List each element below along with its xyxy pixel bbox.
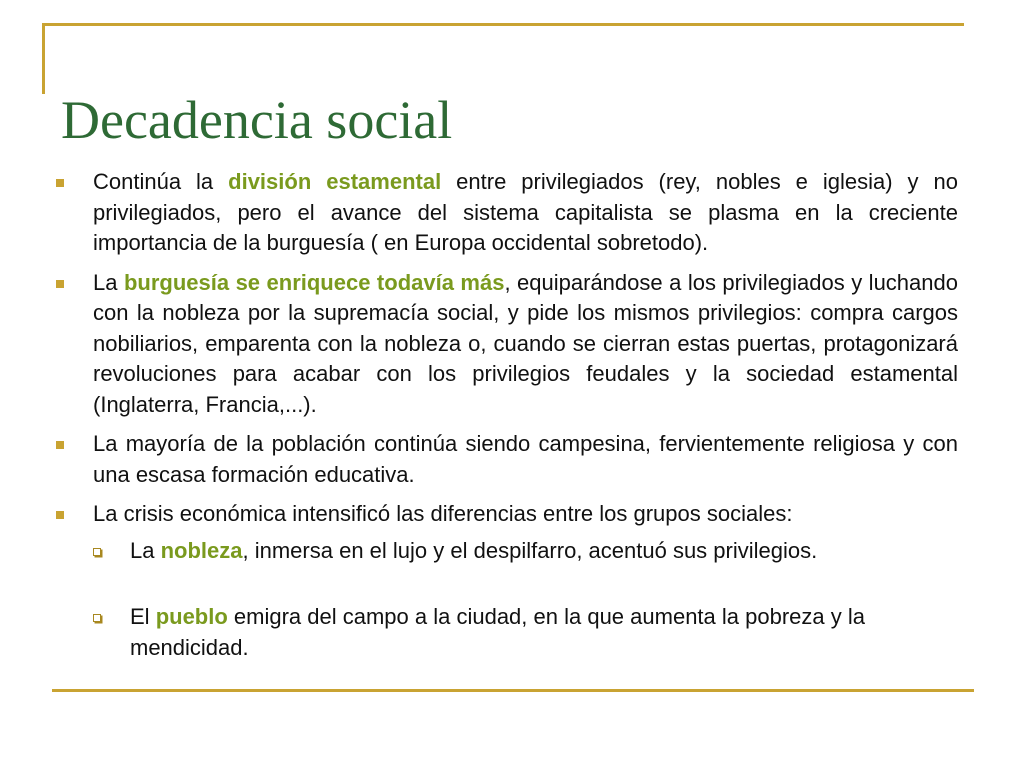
square-bullet-icon [56,441,64,449]
bullet-text: La [93,269,124,295]
hollow-square-bullet-icon [93,614,101,622]
square-bullet-icon [56,179,64,187]
bullet-item [56,499,958,530]
bullet-item [56,429,958,490]
square-bullet-icon [56,511,64,519]
bullet-text: Continúa la [93,169,229,194]
hollow-square-bullet-icon [93,548,101,556]
bullet-item [56,167,958,259]
sub-bullet-item [93,602,958,663]
left-decorative-line [42,23,45,94]
highlighted-text: nobleza [160,537,243,563]
top-decorative-line [42,23,964,26]
sub-bullet-text: El [130,604,156,629]
sub-bullet-item [93,536,958,567]
bottom-decorative-line [52,689,974,692]
highlighted-text: división estamental [228,169,442,194]
bullet-text: La mayoría de la población continúa siendo campesina, fervientemente religiosa y con una escasa formación educativa. [93,431,958,487]
bullet-text: , equiparándose a los privilegiados y luchando con la nobleza por la supremacía social, y pide los mismos privilegios: compra cargos nobiliarios, emparenta con la nobleza o, cuando se cierran estas puertas, protagonizará revoluciones para acabar con los privilegios feudales y la sociedad estamental (Inglaterra, Francia,...). [93,269,958,417]
square-bullet-icon [56,280,64,288]
sub-bullet-text: La [130,537,161,563]
bullet-text: La crisis económica intensificó las diferencias entre los grupos sociales: [93,501,793,526]
sub-bullet-text: , inmersa en el lujo y el despilfarro, acentuó sus privilegios. [242,537,818,563]
slide-title: Decadencia social [61,90,453,150]
bullet-text: entre privilegiados (rey, nobles e iglesia) y no privilegiados, pero el avance del sistema capitalista se plasma en la creciente importancia de la burguesía ( en Europa occidental sobretodo). [93,169,958,255]
bullet-item [56,268,958,421]
slide-content [56,167,958,663]
highlighted-text: pueblo [155,604,228,629]
sub-bullet-text: emigra del campo a la ciudad, en la que aumenta la pobreza y la mendicidad. [130,604,865,660]
highlighted-text: burguesía se enriquece todavía más [123,269,505,295]
